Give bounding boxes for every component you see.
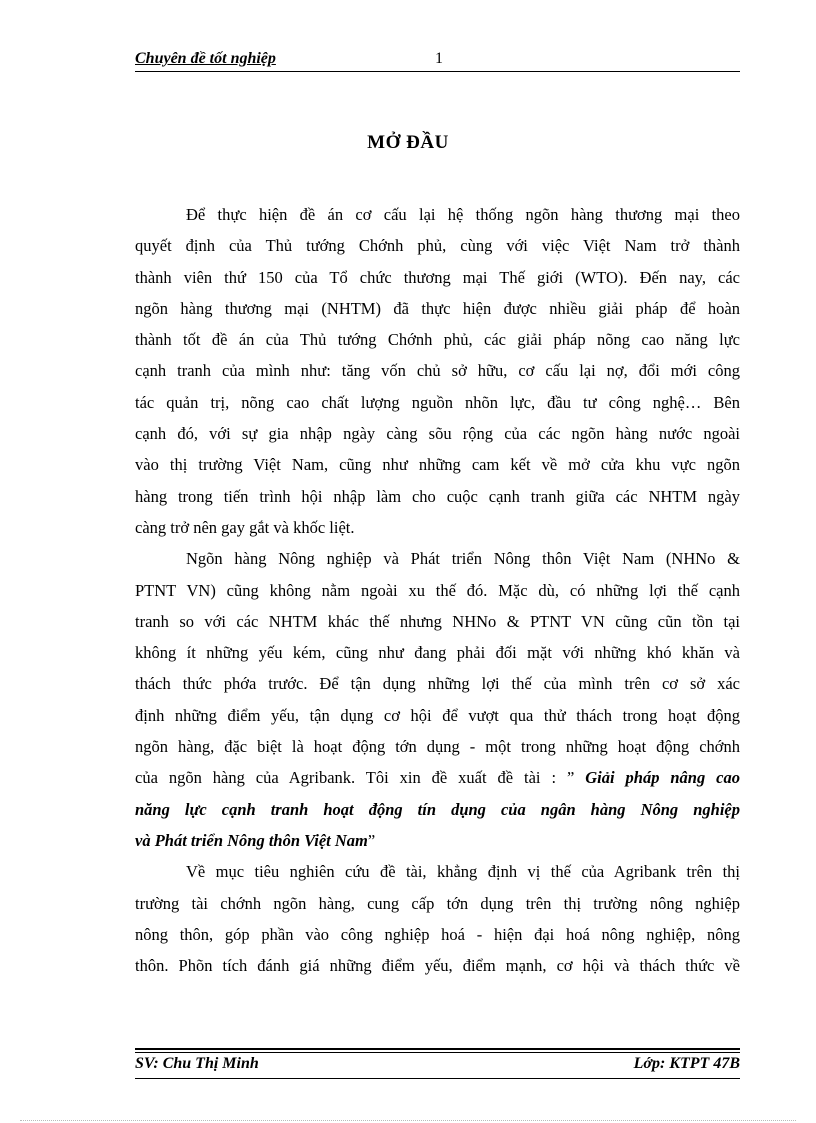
class-name: Lớp: KTPT 47B [633, 1055, 740, 1072]
topic-title-part: năng lực cạnh tranh hoạt động tín dụng của ngân hàng Nông nghiệp [135, 799, 740, 819]
text-line: thách thức phớa trước. Để tận dụng những lợi thế của mình trên cơ sở xác [135, 674, 740, 694]
text-line: Về mục tiêu nghiên cứu đề tài, khẳng định vị thế của Agribank trên thị [186, 862, 740, 882]
footer-rule-bottom [135, 1052, 740, 1053]
text-line: thành viên thứ 150 của Tổ chức thương mại Thế giới (WTO). Đến nay, các [135, 267, 740, 287]
text-line: tranh so với các NHTM khác thế nhưng NHNo & PTNT VN cũng cũn tồn tại [135, 611, 740, 631]
text-line: Để thực hiện đề án cơ cấu lại hệ thống ngõn hàng thương mại theo [186, 205, 740, 224]
page-number: 1 [435, 50, 443, 67]
text-line: cạnh tranh của mình như: tăng vốn chủ sở hữu, cơ cấu lại nợ, đổi mới công [135, 361, 740, 381]
student-name: SV: Chu Thị Minh [135, 1055, 259, 1072]
document-title: Chuyên đề tốt nghiệp [135, 50, 276, 67]
section-heading: MỞ ĐẦU [367, 132, 449, 153]
footer-rule-top [135, 1048, 740, 1050]
page-edge [20, 1120, 796, 1121]
topic-title-part: Giải pháp nâng cao [585, 768, 740, 788]
closing-quote: ” [367, 830, 376, 850]
page-header [135, 50, 740, 70]
text-line: hàng trong tiến trình hội nhập làm cho cuộc cạnh tranh giữa các NHTM ngày [135, 486, 740, 506]
text-line: vào thị trường Việt Nam, cũng như những cam kết về mở cửa khu vực ngõn [135, 455, 740, 475]
text-run: của ngõn hàng của Agribank. Tôi xin đề xuất đề tài : ” [135, 768, 575, 788]
topic-title-part: và Phát triển Nông thôn Việt Nam [135, 830, 368, 850]
text-line: ngõn hàng, đặc biệt là hoạt động tớn dụng - một trong những hoạt động chớnh [135, 737, 740, 757]
text-line: quyết định của Thủ tướng Chớnh phủ, cùng với việc Việt Nam trở thành [135, 236, 740, 256]
text-line: định những điểm yếu, tận dụng cơ hội để vượt qua thử thách trong hoạt động [135, 705, 740, 725]
text-line: thành tốt đề án của Thủ tướng Chớnh phủ, các giải pháp nõng cao năng lực [135, 330, 740, 350]
body-text [135, 199, 740, 981]
text-line: Ngõn hàng Nông nghiệp và Phát triển Nông thôn Việt Nam (NHNo & [186, 549, 740, 569]
header-rule [135, 71, 740, 72]
text-line: PTNT VN) cũng không nằm ngoài xu thế đó. Mặc dù, có những lợi thế cạnh [135, 580, 740, 600]
text-line: càng trở nên gay gắt và khốc liệt. [135, 517, 355, 537]
text-line: không ít những yếu kém, cũng như đang phải đối mặt với những khó khăn và [135, 643, 740, 663]
text-line-with-topic [135, 762, 740, 793]
text-line: tác quản trị, nõng cao chất lượng nguồn nhõn lực, đầu tư công nghệ… Bên [135, 392, 740, 412]
page-footer [135, 1055, 740, 1077]
text-line: ngõn hàng thương mại (NHTM) đã thực hiện được nhiều giải pháp để hoàn [135, 298, 740, 318]
text-line: thôn. Phõn tích đánh giá những điểm yếu, điểm mạnh, cơ hội và thách thức về [135, 956, 740, 976]
text-line: nông thôn, góp phần vào công nghiệp hoá - hiện đại hoá nông nghiệp, nông [135, 924, 740, 944]
text-line: trường tài chớnh ngõn hàng, cung cấp tớn dụng trên thị trường nông nghiệp [135, 893, 740, 913]
footer-underline [135, 1078, 740, 1079]
text-line-with-topic [135, 825, 740, 856]
text-line: cạnh đó, với sự gia nhập ngày càng sõu rộng của các ngõn hàng nước ngoài [135, 424, 740, 444]
